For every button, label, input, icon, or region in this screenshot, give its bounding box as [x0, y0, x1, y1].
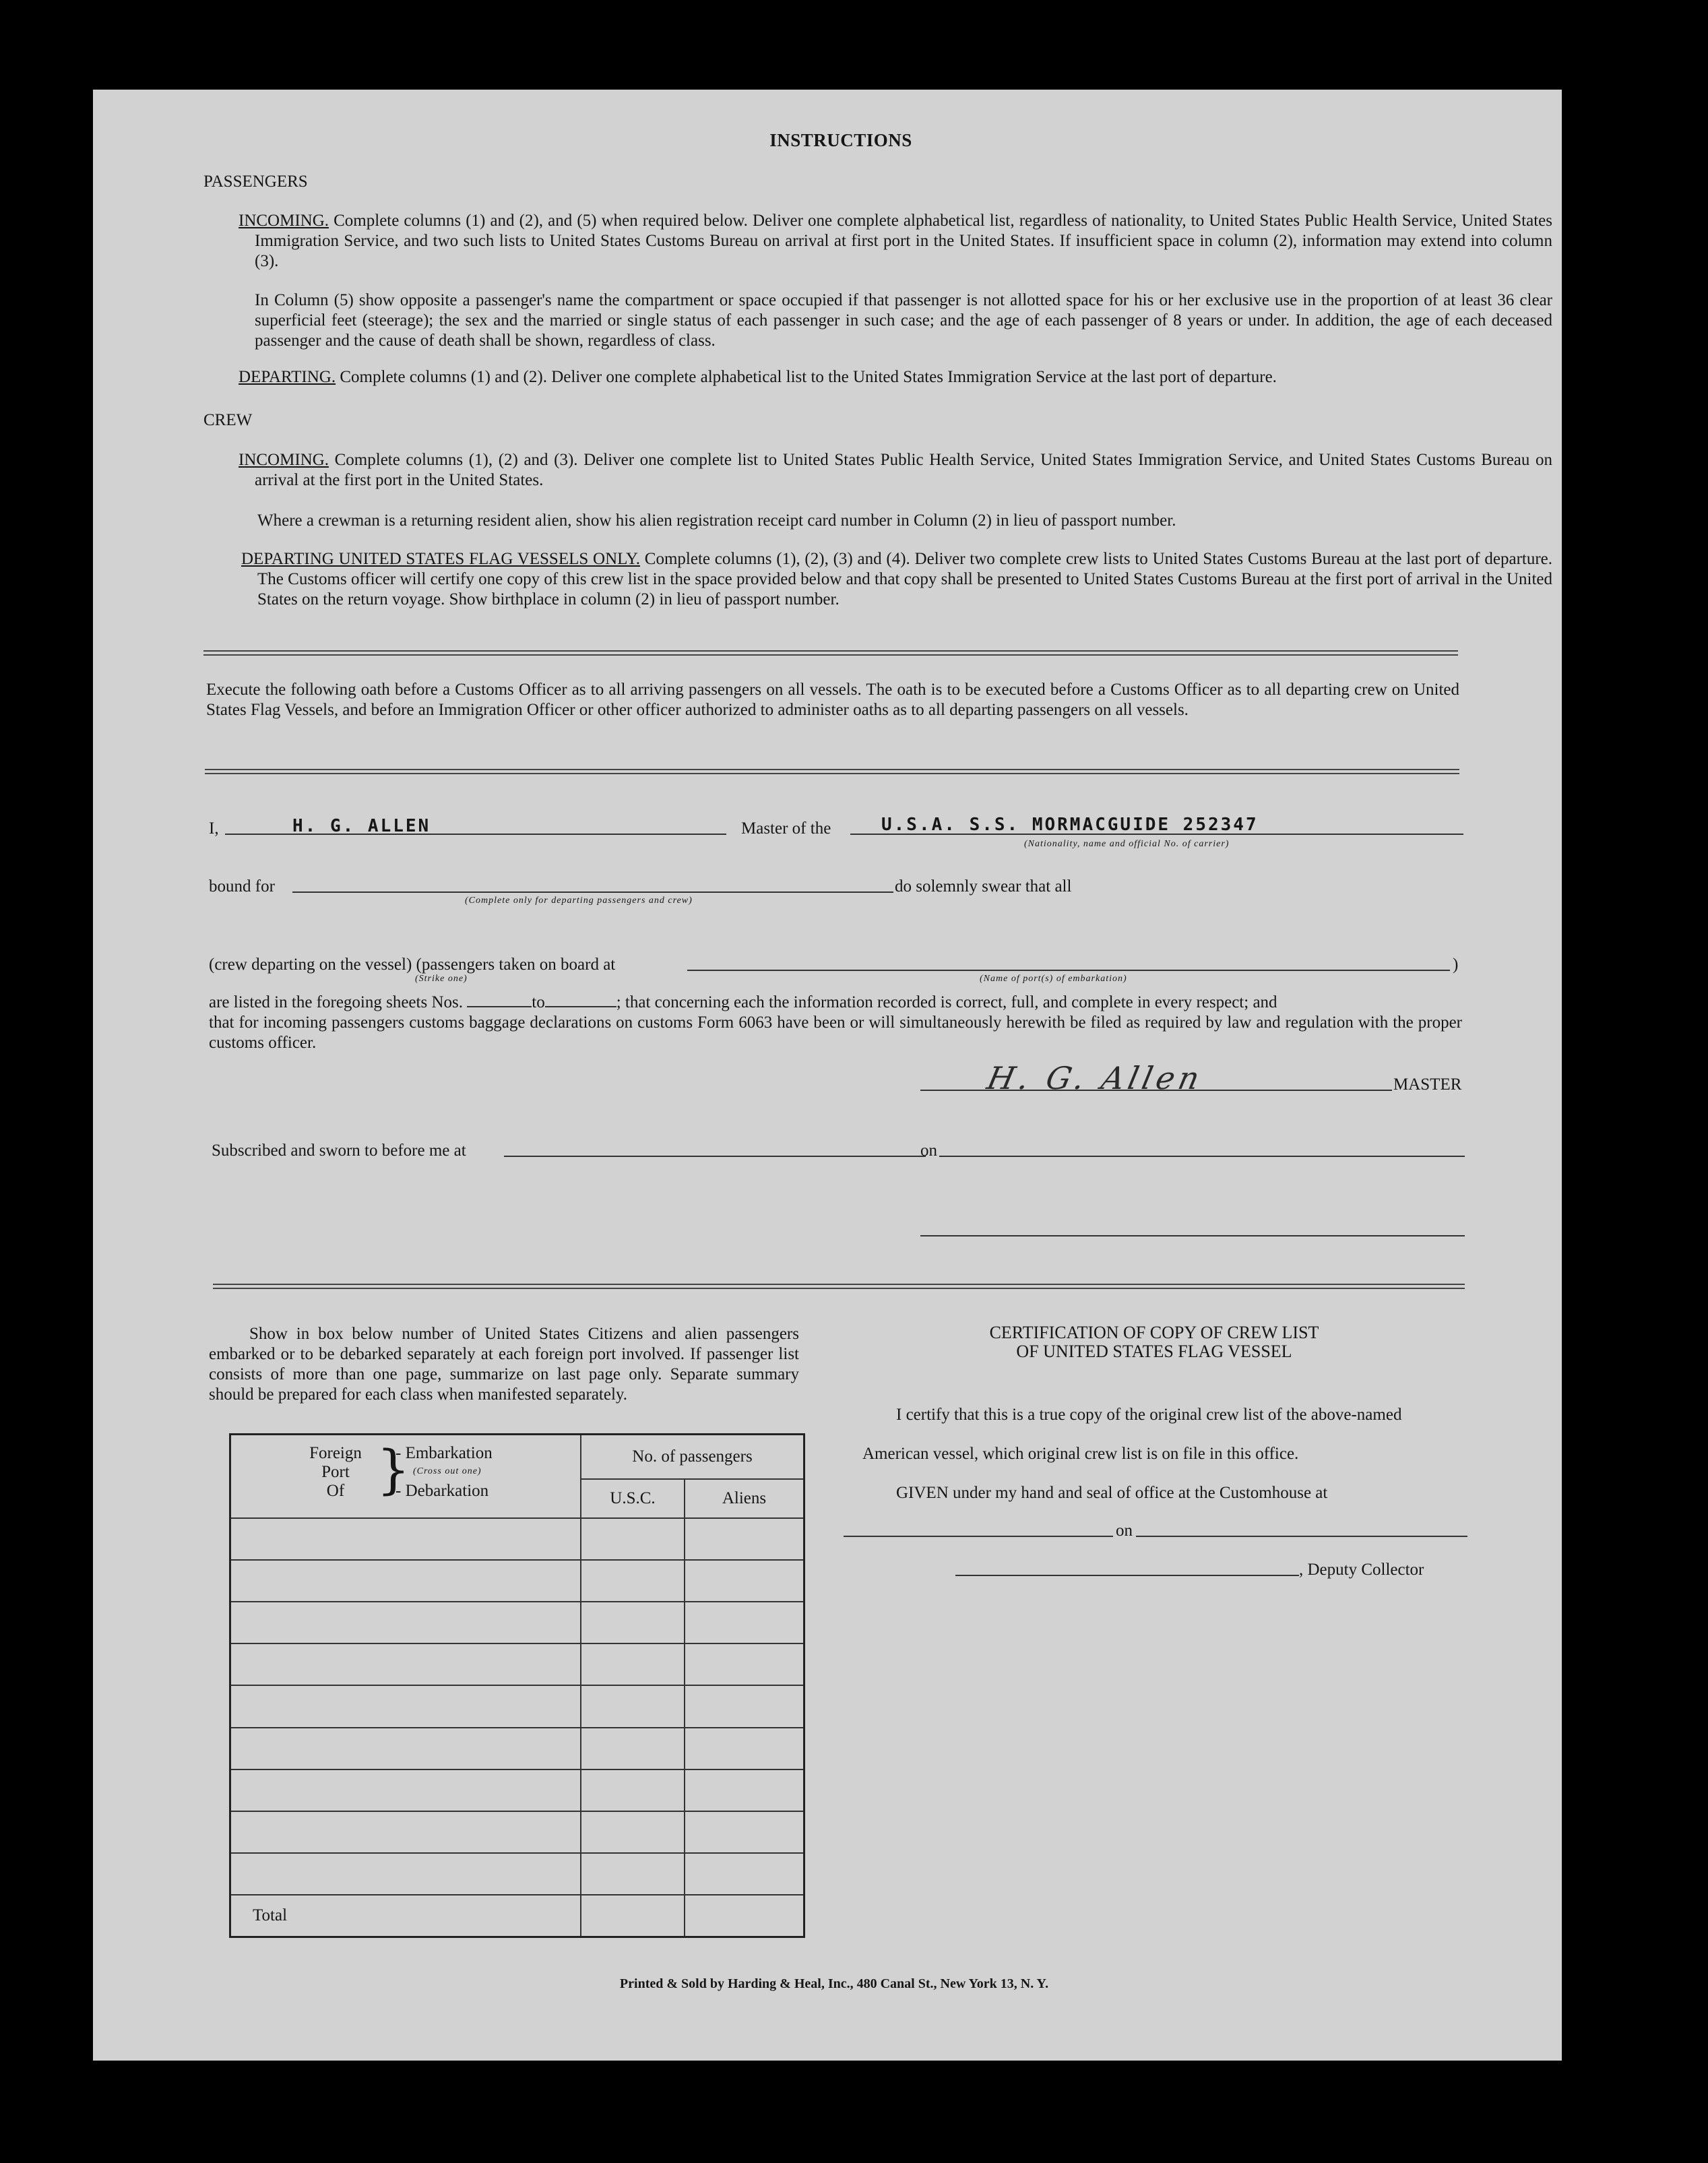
usc-cell[interactable]: [581, 1602, 685, 1643]
summary-intro: Show in box below number of United States Citizens and alien passengers embarked or to be debarked separately at each foreign port involved. If passenger list consists of more than one page, summarize on last page only. Separate summary should be prepared for each class when manifested separately.: [209, 1325, 799, 1404]
customhouse-place-line: [844, 1536, 1113, 1537]
cross-out-caption: (Cross out one): [413, 1466, 482, 1476]
aliens-cell[interactable]: [685, 1518, 804, 1560]
certification-line-3: GIVEN under my hand and seal of office at the Customhouse at: [896, 1484, 1328, 1502]
certification-on-label: on: [1116, 1522, 1133, 1540]
passengers-departing-text: Complete columns (1) and (2). Deliver one complete alphabetical list to the United States Immigration Service at the last port of departure.: [340, 368, 1277, 386]
usc-cell[interactable]: [581, 1518, 685, 1560]
bound-for-line: [292, 891, 893, 893]
certification-title-1: CERTIFICATION OF COPY OF CREW LIST: [989, 1323, 1319, 1342]
table-row: [230, 1811, 804, 1853]
aliens-cell[interactable]: [685, 1643, 804, 1685]
officer-signature-line: [920, 1235, 1465, 1236]
crew-incoming-label: INCOMING.: [239, 451, 329, 469]
sheet-from-blank: [467, 994, 532, 1007]
deputy-collector-line: [955, 1575, 1299, 1576]
crew-incoming-paragraph: [239, 450, 1552, 491]
printer-imprint: Printed & Sold by Harding & Heal, Inc., 480 Canal St., New York 13, N. Y.: [619, 1976, 1049, 1991]
port-caption: (Name of port(s) of embarkation): [980, 974, 1127, 984]
usc-cell[interactable]: [581, 1643, 685, 1685]
passenger-summary-table: [229, 1433, 805, 1938]
strike-caption: (Strike one): [415, 974, 468, 984]
passengers-incoming-label: INCOMING.: [239, 212, 329, 230]
i-label: I,: [209, 819, 219, 838]
certification-date-line: [1136, 1536, 1467, 1537]
usc-cell[interactable]: [581, 1769, 685, 1811]
brace-icon: }: [377, 1440, 410, 1501]
passengers-departing-label: DEPARTING.: [239, 368, 336, 386]
crew-departing-label: DEPARTING UNITED STATES FLAG VESSELS ONLY.: [241, 550, 641, 568]
table-row: [230, 1560, 804, 1602]
certification-line-1: I certify that this is a true copy of the original crew list of the above-named: [896, 1406, 1402, 1424]
table-row: [230, 1518, 804, 1560]
total-label: Total: [230, 1895, 581, 1937]
instructions-title: INSTRUCTIONS: [769, 130, 912, 150]
swear-label: do solemnly swear that all: [895, 877, 1072, 896]
table-row: [230, 1602, 804, 1643]
listed-text2: that for incoming passengers customs baggage declarations on customs Form 6063 have been or will simultaneously herewith be filed as required by law and regulation with the proper customs officer.: [209, 1013, 1462, 1052]
port-header-port: Port: [321, 1463, 350, 1481]
passengers-header: No. of passengers: [581, 1435, 804, 1479]
aliens-cell[interactable]: [685, 1769, 804, 1811]
crew-departing-label: (crew departing on the vessel) (passengers taken on board at: [209, 955, 616, 974]
debarkation-header: - Debarkation: [396, 1482, 489, 1500]
subscribed-label: Subscribed and sworn to before me at: [212, 1141, 466, 1160]
table-row: [230, 1769, 804, 1811]
table-row: [230, 1685, 804, 1727]
crew-departing-paragraph: [241, 549, 1552, 610]
total-aliens-cell[interactable]: [685, 1895, 804, 1937]
aliens-cell[interactable]: [685, 1853, 804, 1895]
port-cell[interactable]: [230, 1518, 581, 1560]
port-cell[interactable]: [230, 1728, 581, 1769]
usc-cell[interactable]: [581, 1853, 685, 1895]
usc-cell[interactable]: [581, 1811, 685, 1853]
port-cell[interactable]: [230, 1560, 581, 1602]
usc-cell[interactable]: [581, 1560, 685, 1602]
divider-double-3: [213, 1284, 1465, 1289]
passengers-incoming-text: Complete columns (1) and (2), and (5) when required below. Deliver one complete alphabetical list, regardless of nationality, to United States Public Health Service, United States Immigration Service, and two such lists to United States Customs Bureau on arrival at first port in the United States. If insufficient space in column (2), information may extend into column (3).: [255, 212, 1552, 270]
aliens-cell[interactable]: [685, 1685, 804, 1727]
listed-line: [209, 993, 1277, 1013]
table-row: [230, 1643, 804, 1685]
bound-for-caption: (Complete only for departing passengers and crew): [465, 896, 693, 906]
aliens-header: Aliens: [685, 1479, 804, 1518]
total-row: [230, 1895, 804, 1937]
certification-title-2: OF UNITED STATES FLAG VESSEL: [1016, 1342, 1292, 1361]
aliens-cell[interactable]: [685, 1560, 804, 1602]
usc-header: U.S.C.: [581, 1479, 685, 1518]
port-cell[interactable]: [230, 1685, 581, 1727]
table-row: [230, 1728, 804, 1769]
port-cell[interactable]: [230, 1769, 581, 1811]
listed-label: are listed in the foregoing sheets Nos.: [209, 993, 463, 1011]
embarkation-port-line: [687, 970, 1450, 971]
master-of-label: Master of the: [741, 819, 831, 838]
listed-rest: ; that concerning each the information recorded is correct, full, and complete in every respect; and: [616, 993, 1277, 1011]
subscribed-on-label: on: [920, 1141, 937, 1160]
to-label: to: [532, 993, 545, 1011]
usc-cell[interactable]: [581, 1685, 685, 1727]
bound-for-label: bound for: [209, 877, 275, 896]
port-cell[interactable]: [230, 1602, 581, 1643]
certification-line-2: American vessel, which original crew list is on file in this office.: [862, 1445, 1299, 1463]
subscribed-date-line: [939, 1156, 1465, 1157]
passengers-incoming-paragraph: [239, 211, 1552, 272]
subscribed-place-line: [504, 1156, 926, 1157]
oath-intro: Execute the following oath before a Customs Officer as to all arriving passengers on all vessels. The oath is to be executed before a Customs Officer as to all departing crew on United States Flag Vessels, and before an Immigration Officer or other officer authorized to administer oaths as to all departing passengers on all vessels.: [206, 681, 1459, 719]
port-cell[interactable]: [230, 1853, 581, 1895]
crew-incoming-text: Complete columns (1), (2) and (3). Deliver one complete list to United States Public Health Service, United States Immigration Service, and United States Customs Bureau on arrival at the first port in the United States.: [255, 451, 1552, 489]
form-page: [93, 90, 1562, 2061]
aliens-cell[interactable]: [685, 1728, 804, 1769]
port-header-cell: [230, 1435, 581, 1518]
deputy-collector-label: , Deputy Collector: [1299, 1561, 1424, 1579]
port-header-foreign: Foreign: [309, 1444, 362, 1462]
embarkation-header: - Embarkation: [396, 1444, 493, 1462]
crew-resident-paragraph: Where a crewman is a returning resident alien, show his alien registration receipt card number in Column (2) in lieu of passport number.: [257, 511, 1176, 530]
aliens-cell[interactable]: [685, 1811, 804, 1853]
port-cell[interactable]: [230, 1811, 581, 1853]
port-header-of: Of: [326, 1482, 345, 1500]
divider-double-2: [205, 769, 1459, 774]
passengers-column5-paragraph: In Column (5) show opposite a passenger's name the compartment or space occupied if that passenger is not allotted space for his or her exclusive use in the proportion of at least 36 clear superficial feet (steerage); the sex and the married or single status of each passenger in such case; and the age of each passenger of 8 years or under. In addition, the age of each deceased passenger and the cause of death shall be shown, regardless of class.: [255, 291, 1552, 350]
port-cell[interactable]: [230, 1643, 581, 1685]
passengers-heading: PASSENGERS: [203, 173, 308, 191]
divider-double-1: [203, 650, 1458, 656]
close-paren: ): [1453, 955, 1459, 974]
master-name-value: H. G. ALLEN: [292, 816, 431, 836]
vessel-value: U.S.A. S.S. MORMACGUIDE 252347: [881, 815, 1259, 835]
crew-departing-text: Complete columns (1), (2), (3) and (4). Deliver two complete crew lists to United States Customs Bureau at the last port of departure. The Customs officer will certify one copy of this crew list in the space provided below and that copy shall be presented to United States Customs Bureau at the first port of arrival in the United States on the return voyage. Show birthplace in column (2) in lieu of passport number.: [257, 550, 1553, 608]
usc-cell[interactable]: [581, 1728, 685, 1769]
aliens-cell[interactable]: [685, 1602, 804, 1643]
sheet-to-blank: [545, 994, 616, 1007]
master-signature: H. G. Allen: [984, 1060, 1207, 1096]
total-usc-cell[interactable]: [581, 1895, 685, 1937]
master-label: MASTER: [1393, 1075, 1462, 1094]
passengers-departing-paragraph: [239, 367, 1552, 387]
table-row: [230, 1853, 804, 1895]
crew-heading: CREW: [203, 411, 253, 429]
vessel-caption: (Nationality, name and official No. of carrier): [1024, 839, 1230, 849]
